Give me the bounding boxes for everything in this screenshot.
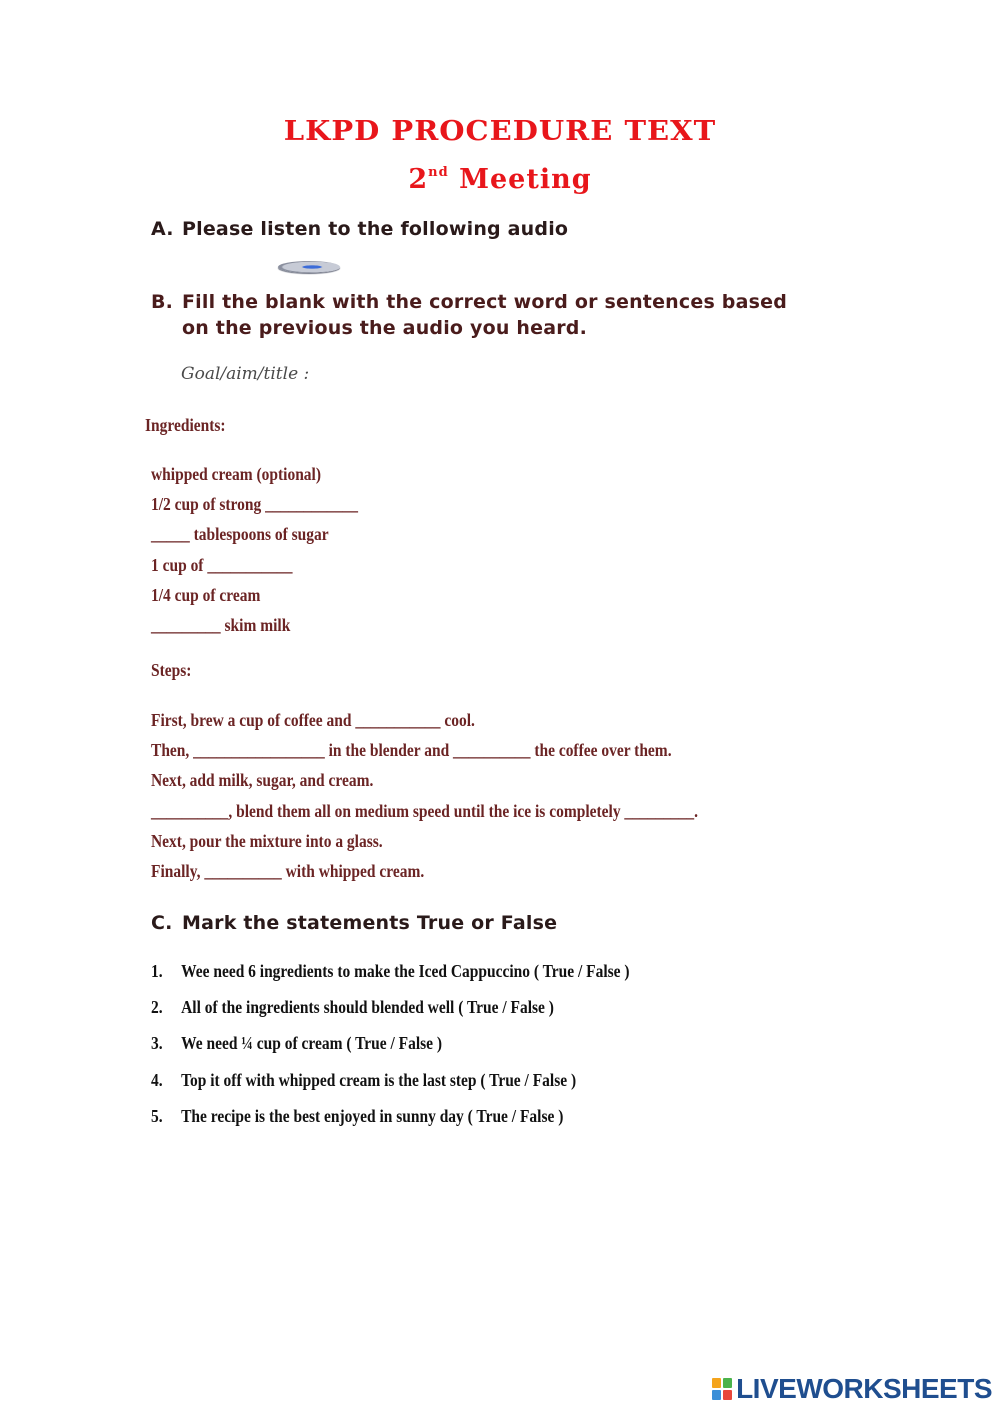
steps-list <box>151 705 787 886</box>
ingredients-label: Ingredients: <box>145 415 226 435</box>
meeting-subtitle <box>0 164 1000 195</box>
step-item: First, brew a cup of coffee and ___________ cool. <box>151 710 475 730</box>
worksheet-title: LKPD PROCEDURE TEXT <box>283 115 717 147</box>
statement-text: Wee need 6 ingredients to make the Iced Cappuccino ( True / False ) <box>181 961 630 981</box>
goal-label: Goal/aim/title : <box>181 364 310 384</box>
statement-item <box>151 955 630 991</box>
ingredient-item: 1/2 cup of strong ____________ <box>151 494 358 515</box>
statement-text: The recipe is the best enjoyed in sunny day ( True / False ) <box>181 1105 564 1126</box>
section-b-heading <box>151 289 787 341</box>
statement-text: All of the ingredients should blended well ( True / False ) <box>181 997 554 1018</box>
ingredient-item: whipped cream (optional) <box>151 464 322 484</box>
statement-text: We need ¼ cup of cream ( True / False ) <box>181 1033 443 1054</box>
logo-grid-icon <box>712 1378 732 1400</box>
section-c-label: C. <box>151 912 173 934</box>
section-c-text: Mark the statements True or False <box>182 912 558 934</box>
step-item: Finally, __________ with whipped cream. <box>151 860 425 881</box>
ingredients-list <box>151 459 392 640</box>
true-false-list <box>151 955 707 1136</box>
statement-number: 2. <box>151 997 163 1018</box>
meeting-suffix: nd <box>428 165 449 180</box>
step-item: __________, blend them all on medium speed until the ice is completely _________. <box>151 800 698 821</box>
statement-number: 1. <box>151 961 163 981</box>
audio-player-icon[interactable] <box>278 261 340 273</box>
ingredient-item: 1/4 cup of cream <box>151 584 261 605</box>
step-item: Then, _________________ in the blender and __________ the coffee over them. <box>151 740 672 761</box>
section-a-text: Please listen to the following audio <box>182 218 569 240</box>
logo-text: LIVEWORKSHEETS <box>736 1373 992 1404</box>
step-item: Next, add milk, sugar, and cream. <box>151 770 374 791</box>
statement-item <box>151 991 630 1027</box>
statement-item <box>151 1064 630 1100</box>
step-item: Next, pour the mixture into a glass. <box>151 830 383 851</box>
statement-item <box>151 1027 630 1063</box>
steps-label: Steps: <box>151 660 192 680</box>
section-a-heading <box>151 218 568 240</box>
section-b-line2: on the previous the audio you heard. <box>182 317 588 339</box>
statement-number: 5. <box>151 1105 163 1126</box>
ingredient-item: _____ tablespoons of sugar <box>151 524 329 545</box>
section-c-heading <box>151 912 557 934</box>
statement-number: 4. <box>151 1069 163 1090</box>
ingredient-item: 1 cup of ___________ <box>151 554 293 575</box>
liveworksheets-logo[interactable] <box>712 1373 992 1405</box>
statement-text: Top it off with whipped cream is the last step ( True / False ) <box>181 1069 577 1090</box>
meeting-label: Meeting <box>448 164 592 195</box>
section-a-label: A. <box>151 218 174 240</box>
section-b-label: B. <box>151 291 174 313</box>
section-b-line1: Fill the blank with the correct word or sentences based <box>182 291 787 313</box>
statement-item <box>151 1100 630 1136</box>
ingredient-item: _________ skim milk <box>151 614 291 635</box>
statement-number: 3. <box>151 1033 163 1054</box>
meeting-number: 2 <box>408 164 429 195</box>
